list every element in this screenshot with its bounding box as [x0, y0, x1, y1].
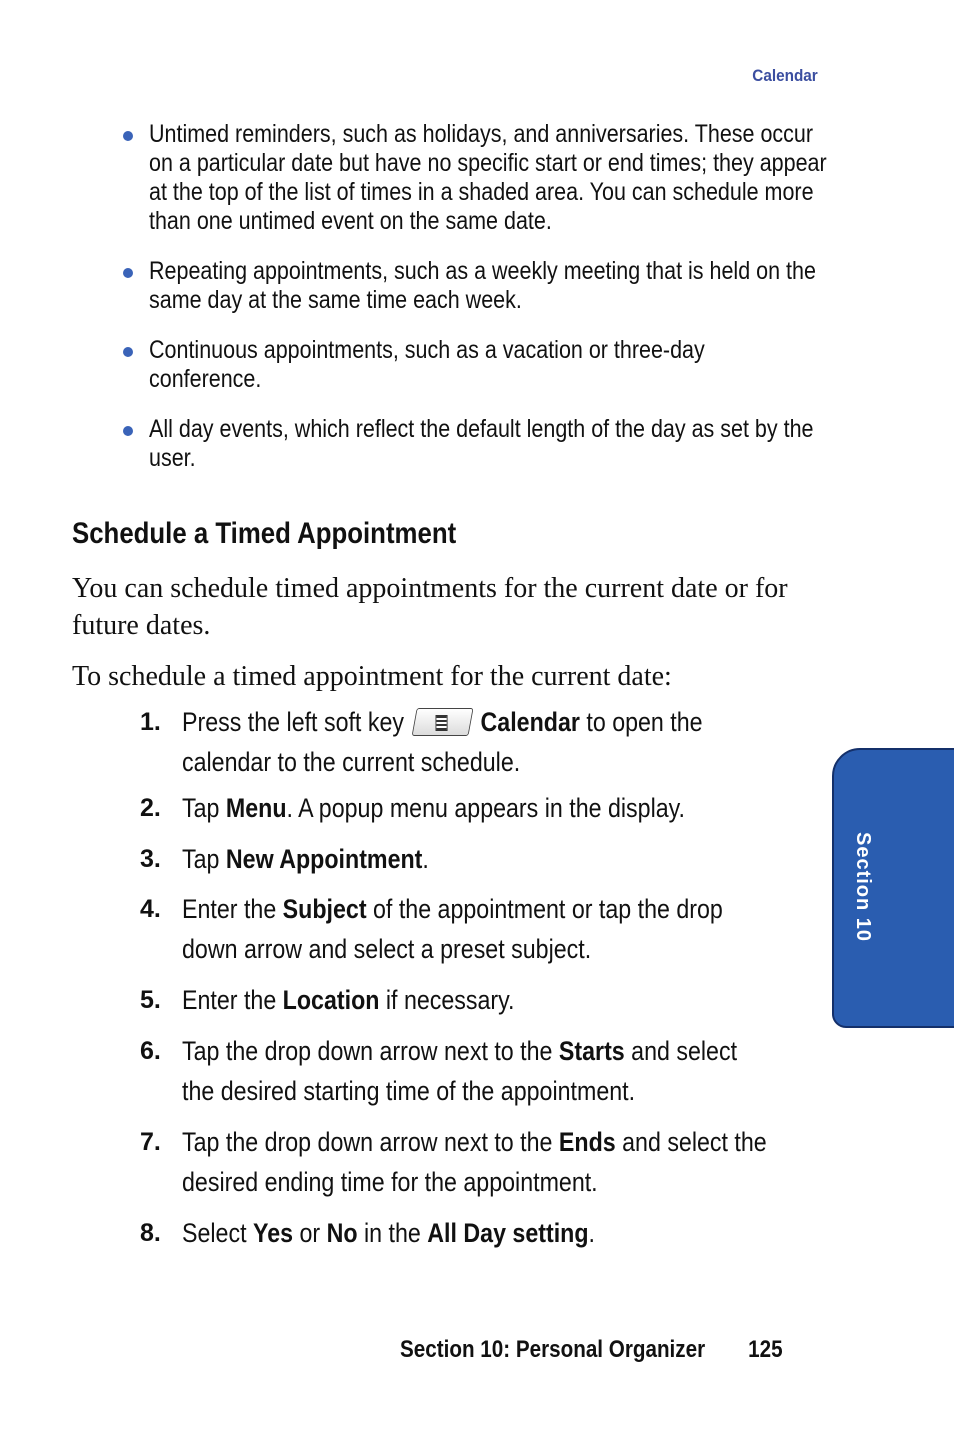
step-bold-2: No [326, 1218, 358, 1248]
running-header: Calendar [752, 66, 818, 85]
step-text [182, 788, 685, 828]
intro-paragraph: You can schedule timed appointments for the current date or for future dates. [72, 573, 788, 641]
step-text-line2: calendar to the current schedule. [182, 747, 521, 777]
bullet-text [149, 336, 768, 394]
bullet-text [149, 415, 828, 473]
step-text-pre: Tap [182, 844, 226, 874]
step-number: 3. [140, 845, 161, 873]
step-text-post: and select the [615, 1127, 767, 1157]
section-heading: Schedule a Timed Appointment [72, 517, 457, 550]
step-number: 5. [140, 986, 161, 1014]
step-number: 2. [140, 794, 161, 822]
step-number: 4. [140, 895, 161, 923]
step-bold: Subject [282, 894, 367, 924]
step-bold: Calendar [480, 707, 580, 737]
step-text-post: . [588, 1218, 596, 1248]
step-bold: Ends [558, 1127, 616, 1157]
step-text-pre: Tap the drop down arrow next to the [182, 1036, 559, 1066]
list-item [120, 120, 827, 236]
section-tab-label: Section 10 [852, 832, 874, 943]
step-bold: Location [282, 985, 380, 1015]
step-number: 7. [140, 1128, 161, 1156]
step-text [182, 889, 723, 969]
bullet-dot-icon [123, 347, 133, 357]
footer-title: Section 10: Personal Organizer [400, 1336, 706, 1363]
list-item [120, 415, 820, 473]
list-item [120, 257, 820, 315]
menu-glyph-icon [435, 715, 447, 731]
step-bold-3: All Day setting [427, 1218, 589, 1248]
step-text-post: . A popup menu appears in the display. [286, 793, 685, 823]
step-text-mid-2: in the [357, 1218, 428, 1248]
step-text-post: to open the [586, 707, 703, 737]
step-text-line2: the desired starting time of the appointment. [182, 1076, 636, 1106]
bullet-text-2: Repeating appointments, such as a weekly meeting that is held on the same day at the same time each week. [149, 257, 816, 314]
step-bold: Yes [252, 1218, 294, 1248]
step-text-post: and select [624, 1036, 738, 1066]
step-bold: Menu [225, 793, 287, 823]
page-number: 125 [748, 1336, 783, 1363]
step-text-pre: Press the left soft key [182, 707, 404, 737]
step-text [182, 1213, 595, 1253]
instruction-paragraph: To schedule a timed appointment for the current date: [72, 661, 672, 692]
step-text [182, 980, 515, 1020]
bullet-dot-icon [123, 268, 133, 278]
step-text-pre: Tap [182, 793, 226, 823]
step-text [182, 1122, 767, 1202]
step-number: 8. [140, 1219, 161, 1247]
bullet-text-1: Untimed reminders, such as holidays, and anniversaries. These occur on a particular date but have no specific start or end times; they appear at the top of the list of times in a shaded area. You can schedule more than one untimed event on the same date. [149, 120, 827, 235]
step-text [182, 1031, 737, 1111]
bullet-dot-icon [123, 131, 133, 141]
step-number: 1. [140, 708, 161, 736]
step-text-pre: Tap the drop down arrow next to the [182, 1127, 559, 1157]
step-text-post: if necessary. [379, 985, 515, 1015]
step-text-post: of the appointment or tap the drop [366, 894, 723, 924]
step-bold: New Appointment [225, 844, 423, 874]
bullet-dot-icon [123, 426, 133, 436]
step-text [182, 839, 429, 879]
step-text [182, 702, 703, 782]
step-text-pre: Enter the [182, 985, 283, 1015]
bullet-text [149, 257, 828, 315]
list-item [120, 336, 820, 394]
bullet-list [120, 120, 827, 494]
step-text-post: . [422, 844, 429, 874]
step-bold: Starts [558, 1036, 625, 1066]
left-soft-key-icon [411, 708, 473, 736]
page-footer [400, 1336, 783, 1364]
step-text-mid: or [293, 1218, 327, 1248]
bullet-text [149, 120, 828, 236]
step-number: 6. [140, 1037, 161, 1065]
step-text-line2: down arrow and select a preset subject. [182, 934, 592, 964]
bullet-text-3: Continuous appointments, such as a vacation or three-day conference. [149, 336, 705, 393]
step-text-pre: Enter the [182, 894, 283, 924]
step-text-line2: desired ending time for the appointment. [182, 1167, 598, 1197]
bullet-text-4: All day events, which reflect the default length of the day as set by the user. [149, 415, 814, 472]
step-text-pre: Select [182, 1218, 253, 1248]
